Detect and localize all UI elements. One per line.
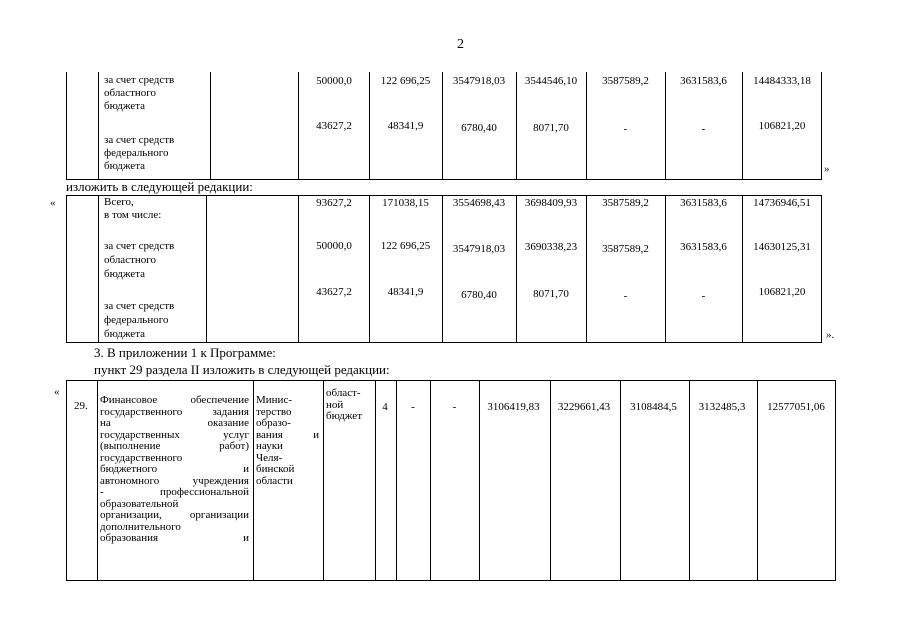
t3-dash: - <box>452 401 457 413</box>
t2-total-label: Всего, <box>104 196 134 208</box>
t2-regional-value: 3631583,6 <box>680 241 727 253</box>
t3-description-line: Финансовое обеспечение <box>100 395 249 406</box>
t2-label-line: бюджета <box>104 328 146 340</box>
t3-dash: - <box>411 401 415 413</box>
t3-description-line: на оказание <box>100 418 249 429</box>
section-subheading: пункт 29 раздела II изложить в следующей редакции: <box>94 362 390 377</box>
t1-regional-value: 3587589,2 <box>602 75 649 87</box>
t2-close-quote: ». <box>826 329 835 341</box>
t2-label-line: за счет средств <box>104 300 175 312</box>
t2-total-value: 171038,15 <box>382 197 429 209</box>
t3-description-line: государственных услуг <box>100 429 249 441</box>
section-heading: 3. В приложении 1 к Программе: <box>94 345 276 360</box>
t3-description-line: организации, организации <box>100 510 249 521</box>
t2-label-line: федерального <box>104 314 169 326</box>
t3-value: 3229661,43 <box>557 401 611 413</box>
t3-executor-line: бинской <box>256 464 295 475</box>
table-2 <box>66 195 822 343</box>
t1-close-quote: » <box>824 163 830 175</box>
t1-label-line: бюджета <box>104 100 146 112</box>
t2-regional-value: 3690338,23 <box>524 241 578 253</box>
t3-executor <box>256 395 319 487</box>
t1-label-line: за счет средств <box>104 74 175 86</box>
t3-executor-line: вания и <box>256 429 319 441</box>
t3-description-line: - профессиональной <box>100 487 249 498</box>
t1-label-line: федерального <box>104 147 169 159</box>
t1-regional-value: 3547918,03 <box>452 75 506 87</box>
t3-value: 12577051,06 <box>767 401 825 413</box>
t2-regional-value: 3547918,03 <box>452 243 506 255</box>
t3-source-line: ной <box>326 399 344 411</box>
t2-federal-value: 48341,9 <box>387 286 424 298</box>
t2-total-label: в том числе: <box>104 209 162 221</box>
t1-federal-value: 8071,70 <box>533 122 569 134</box>
t2-label-line: бюджета <box>104 268 146 280</box>
t1-federal-value: - <box>701 123 706 135</box>
t1-regional-value: 3631583,6 <box>680 75 727 87</box>
t3-value: 3106419,83 <box>487 401 540 413</box>
t3-description-line: образования и <box>100 533 249 544</box>
t2-federal-value: 6780,40 <box>461 289 497 301</box>
t1-regional-value: 122 696,25 <box>380 75 431 87</box>
t1-label-line: за счет средств <box>104 134 175 146</box>
t2-total-value: 3698409,93 <box>524 197 578 209</box>
t2-federal-value: 106821,20 <box>758 286 806 298</box>
t3-description-line: (выполнение работ) <box>100 441 249 452</box>
t3-description-line: дополнительного <box>100 521 181 533</box>
t3-code: 4 <box>382 401 388 413</box>
t3-description-line: автономного учреждения <box>100 475 249 487</box>
t1-regional-value: 3544546,10 <box>524 75 578 87</box>
t3-description-line: образовательной <box>100 498 179 510</box>
page-number: 2 <box>457 37 464 52</box>
t2-federal-value: 43627,2 <box>316 286 352 298</box>
t1-label-line: областного <box>104 87 157 99</box>
t3-executor-line: области <box>256 475 293 487</box>
t3-source-line: бюджет <box>326 411 362 422</box>
t3-description-line: государственного <box>100 452 183 464</box>
t2-total-value: 3631583,6 <box>680 197 727 209</box>
t3-executor-line: науки <box>256 441 283 452</box>
t2-label-line: областного <box>104 254 157 266</box>
t3-source <box>326 388 374 423</box>
instruction-text: изложить в следующей редакции: <box>66 179 253 194</box>
t2-total-value: 93627,2 <box>316 197 352 209</box>
t2-total-value: 3587589,2 <box>602 197 649 209</box>
t2-federal-value: - <box>701 290 706 302</box>
t3-executor-line: Минис- <box>256 395 292 406</box>
t3-value: 3108484,5 <box>630 401 677 413</box>
t1-regional-value: 14484333,18 <box>753 75 811 87</box>
t2-federal-value: - <box>623 290 628 302</box>
t3-open-quote: « <box>54 386 60 398</box>
t1-federal-value: 106821,20 <box>758 120 806 132</box>
t1-federal-value: 48341,9 <box>387 120 424 132</box>
t2-regional-value: 122 696,25 <box>380 240 431 252</box>
t3-description-line: бюджетного и <box>100 464 249 475</box>
t2-label-line: за счет средств <box>104 240 175 252</box>
t2-total-value: 14736946,51 <box>753 197 811 209</box>
t3-executor-line: Челя- <box>256 452 283 464</box>
t3-executor-line: терство <box>256 406 292 418</box>
t3-source-line: област- <box>326 388 361 399</box>
t2-federal-value: 8071,70 <box>533 288 569 300</box>
t1-federal-value: 6780,40 <box>461 122 497 134</box>
t3-description <box>100 395 249 545</box>
t2-regional-value: 3587589,2 <box>602 243 649 255</box>
t2-open-quote: « <box>50 197 56 209</box>
t1-regional-value: 50000,0 <box>316 75 352 87</box>
t1-federal-value: 43627,2 <box>316 120 352 132</box>
t1-federal-value: - <box>623 123 628 135</box>
t3-value: 3132485,3 <box>698 401 746 413</box>
t3-executor-line: образо- <box>256 418 291 429</box>
t2-regional-value: 14630125,31 <box>753 241 811 253</box>
t2-regional-value: 50000,0 <box>316 240 352 252</box>
t1-label-line: бюджета <box>104 160 146 172</box>
t3-description-line: государственного задания <box>100 406 249 418</box>
t3-item-number: 29. <box>74 400 88 412</box>
t2-total-value: 3554698,43 <box>452 197 506 209</box>
